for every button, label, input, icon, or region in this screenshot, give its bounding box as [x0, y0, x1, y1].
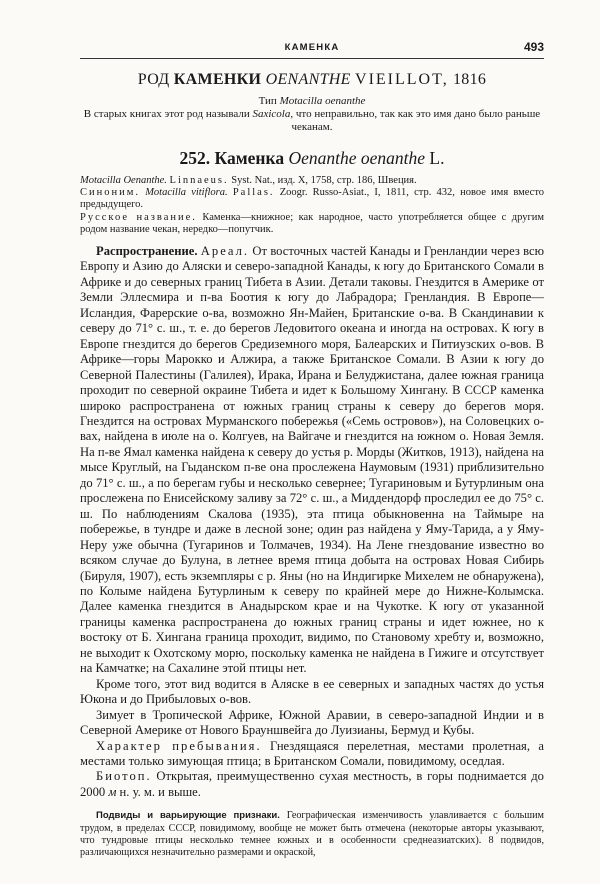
biotope-text: Открытая, преимущественно сухая местность, в горы поднимается до 2000	[80, 769, 544, 799]
genus-prefix: РОД	[137, 71, 170, 88]
subspecies-text: Географическая изменчивость улавливается с большим трудом, в пределах СССР, повидимому, вообще не может быть отмечена (некоторые авторы указывают, что тундровые птицы несколько темнее южных и в особенности среднеазиатских). 8 подвидов, различающихся незначительно размерами и окраской,	[80, 810, 545, 859]
alaska-paragraph: Кроме того, этот вид водится в Аляске в ее северных и западных частях до устья Юкона и до Прибыловых о-вов.	[80, 676, 544, 707]
genus-title	[80, 71, 544, 89]
subspecies-label: Подвиды и варьирующие признаки.	[96, 810, 280, 822]
russian-name-text: Каменка—книжное; как народное, часто употребляется общее с другим родом название чекан, нередко—попутчик.	[80, 211, 545, 235]
synonym-author: Pallas.	[232, 187, 275, 199]
russian-name-label: Русское название.	[80, 211, 197, 223]
orig-author: Linnaeus.	[169, 175, 229, 186]
area-label: Ареал.	[200, 244, 250, 259]
type-species: Motacilla oenanthe	[279, 95, 366, 107]
species-author: L.	[429, 148, 445, 168]
genus-year: 1816	[453, 71, 487, 88]
russian-name-line	[80, 212, 544, 236]
distribution-text: От восточных частей Канады и Гренландии через всю Европу и Азию до Аляски и северо-западной Канады, к югу до Британского Сомали в Африке и до северных границ Тибета в Азии. Детали таковы. Гнездится в Америке от Земли Эллесмира и п-ва Боотия к югу до Лабрадора; Гренландия. В Европе—Исландия, Фарерские о-ва, возможно Ян-Майен, Британские о-ва. В Скандинавии к северу до 71° с. ш., т. е. до берегов Ледовитого океана и иногда на островах. К югу в Европе гнездится до берегов Средиземного моря, Балеарских и Питиузских о-вов. В Африке—горы Марокко и Алжира, а также Британское Сомали. В Азии к югу до Северной Палестины (Галилея), Ирака, Ирана и Белуджистана, далее южная граница проходит по северной окраине Тибета и идет к Большому Хингану. В СССР каменка широко распространена от южных границ страны к северу до берегов моря. Гнездится на островах Мурманского побережья («Семь островов»), на Соловецких о-вах, найдена в июле на о. Колгуев, на Вайгаче и гнездится на южном о. Новая Земля. На п-ве Ямал каменка найдена к северу до устья р. Морды (Житков, 1913), найдена на мысе Круглый, на Гыданском п-ве она прослежена Наумовым (1931) приблизительно до 71° с. ш., а по берегам губы и несколько севернее; Тугариновым и Бутурлиным она прослежена по Енисейскому заливу за 72° с. ш., а Миддендорф проследил ее до 75° с. ш. По наблюдениям Скалова (1935), эта птица обыкновенна на Таймыре на побережье, в тундре и даже в лесной зоне; один раз найдена у Яму-Тарида, а у Яму-Неру уже обычна (Тугаринов и Толмачев, 1934). На Лене гнездование известно во всяком случае до Булуна, в летнее время птица добыта на островах Новая Сибирь (Бируля, 1907), есть экземпляры с р. Яны (но на Индигирке Михелем не обнаружена), по Колыме найдена Бутурлиным к северу по крайней мере до Нижне-Колымска. Далее каменка гнездится в Анадырском крае и на Чукотке. К югу от указанной границы каменка распространена до южных границ страны и идет южнее, но к востоку от Б. Хингана граница проходит, видимо, по Становому хребту и, возможно, не выходит к Охотскому морю, поскольку каменка не найдена в Гижиге и отсутствует на Камчатке; на Сахалине этой птицы нет.	[80, 244, 544, 676]
biotope-label: Биотоп.	[96, 769, 152, 784]
species-title	[80, 148, 544, 169]
genus-author: VIEILLOT,	[355, 71, 449, 88]
genus-note-text: В старых книгах этот род называли	[83, 108, 250, 120]
synonym-label: Синоним.	[80, 187, 140, 199]
subspecies-section	[80, 810, 544, 859]
wintering-paragraph: Зимует в Тропической Африке, Южной Аравии, в северо-западной Индии и в Северной Америке от Нового Брауншвейга до Луизианы, Бермуд и Кубы.	[80, 707, 544, 738]
main-text	[80, 244, 544, 800]
status-paragraph	[80, 739, 544, 770]
running-head	[80, 38, 544, 59]
species-latin: Oenanthe oenanthe	[288, 148, 426, 168]
biotope-paragraph	[80, 769, 544, 800]
status-label: Характер пребывания.	[96, 738, 262, 753]
genus-note-latin: Saxicola	[252, 108, 291, 120]
genus-type	[80, 95, 544, 108]
synonym-latin: Motacilla vitiflora.	[145, 187, 228, 199]
biotope-text-end: н. у. м. и выше.	[119, 784, 201, 799]
genus-note-text-2: , что неправильно, так как это имя дано было раньше чеканам.	[290, 108, 541, 133]
species-number-name: 252. Каменка	[179, 148, 285, 168]
distribution-label: Распространение.	[96, 244, 198, 259]
genus-name: КАМЕНКИ	[173, 71, 262, 88]
genus-latin: OENANTHE	[265, 71, 351, 88]
page-number: 493	[523, 40, 544, 54]
distribution-paragraph	[80, 244, 544, 677]
synonym-line	[80, 187, 544, 211]
orig-latin: Motacilla Oenanthe.	[80, 175, 167, 186]
biotope-unit: м	[108, 784, 117, 799]
original-description	[80, 175, 544, 187]
status-text: Гнездящаяся перелетная, местами пролетная, а местами только зимующая птица; в Британском Сомали, повидимому, оседлая.	[80, 738, 544, 768]
genus-note	[80, 108, 544, 134]
orig-ref: Syst. Nat., изд. X, 1758, стр. 186, Швеция.	[231, 175, 417, 186]
synonym-ref: Zoogr. Russo-Asiat., I, 1811, стр. 432, новое имя вместо предыдущего.	[80, 187, 545, 211]
running-head-title: КАМЕНКА	[284, 42, 340, 53]
type-prefix: Тип	[258, 95, 277, 107]
